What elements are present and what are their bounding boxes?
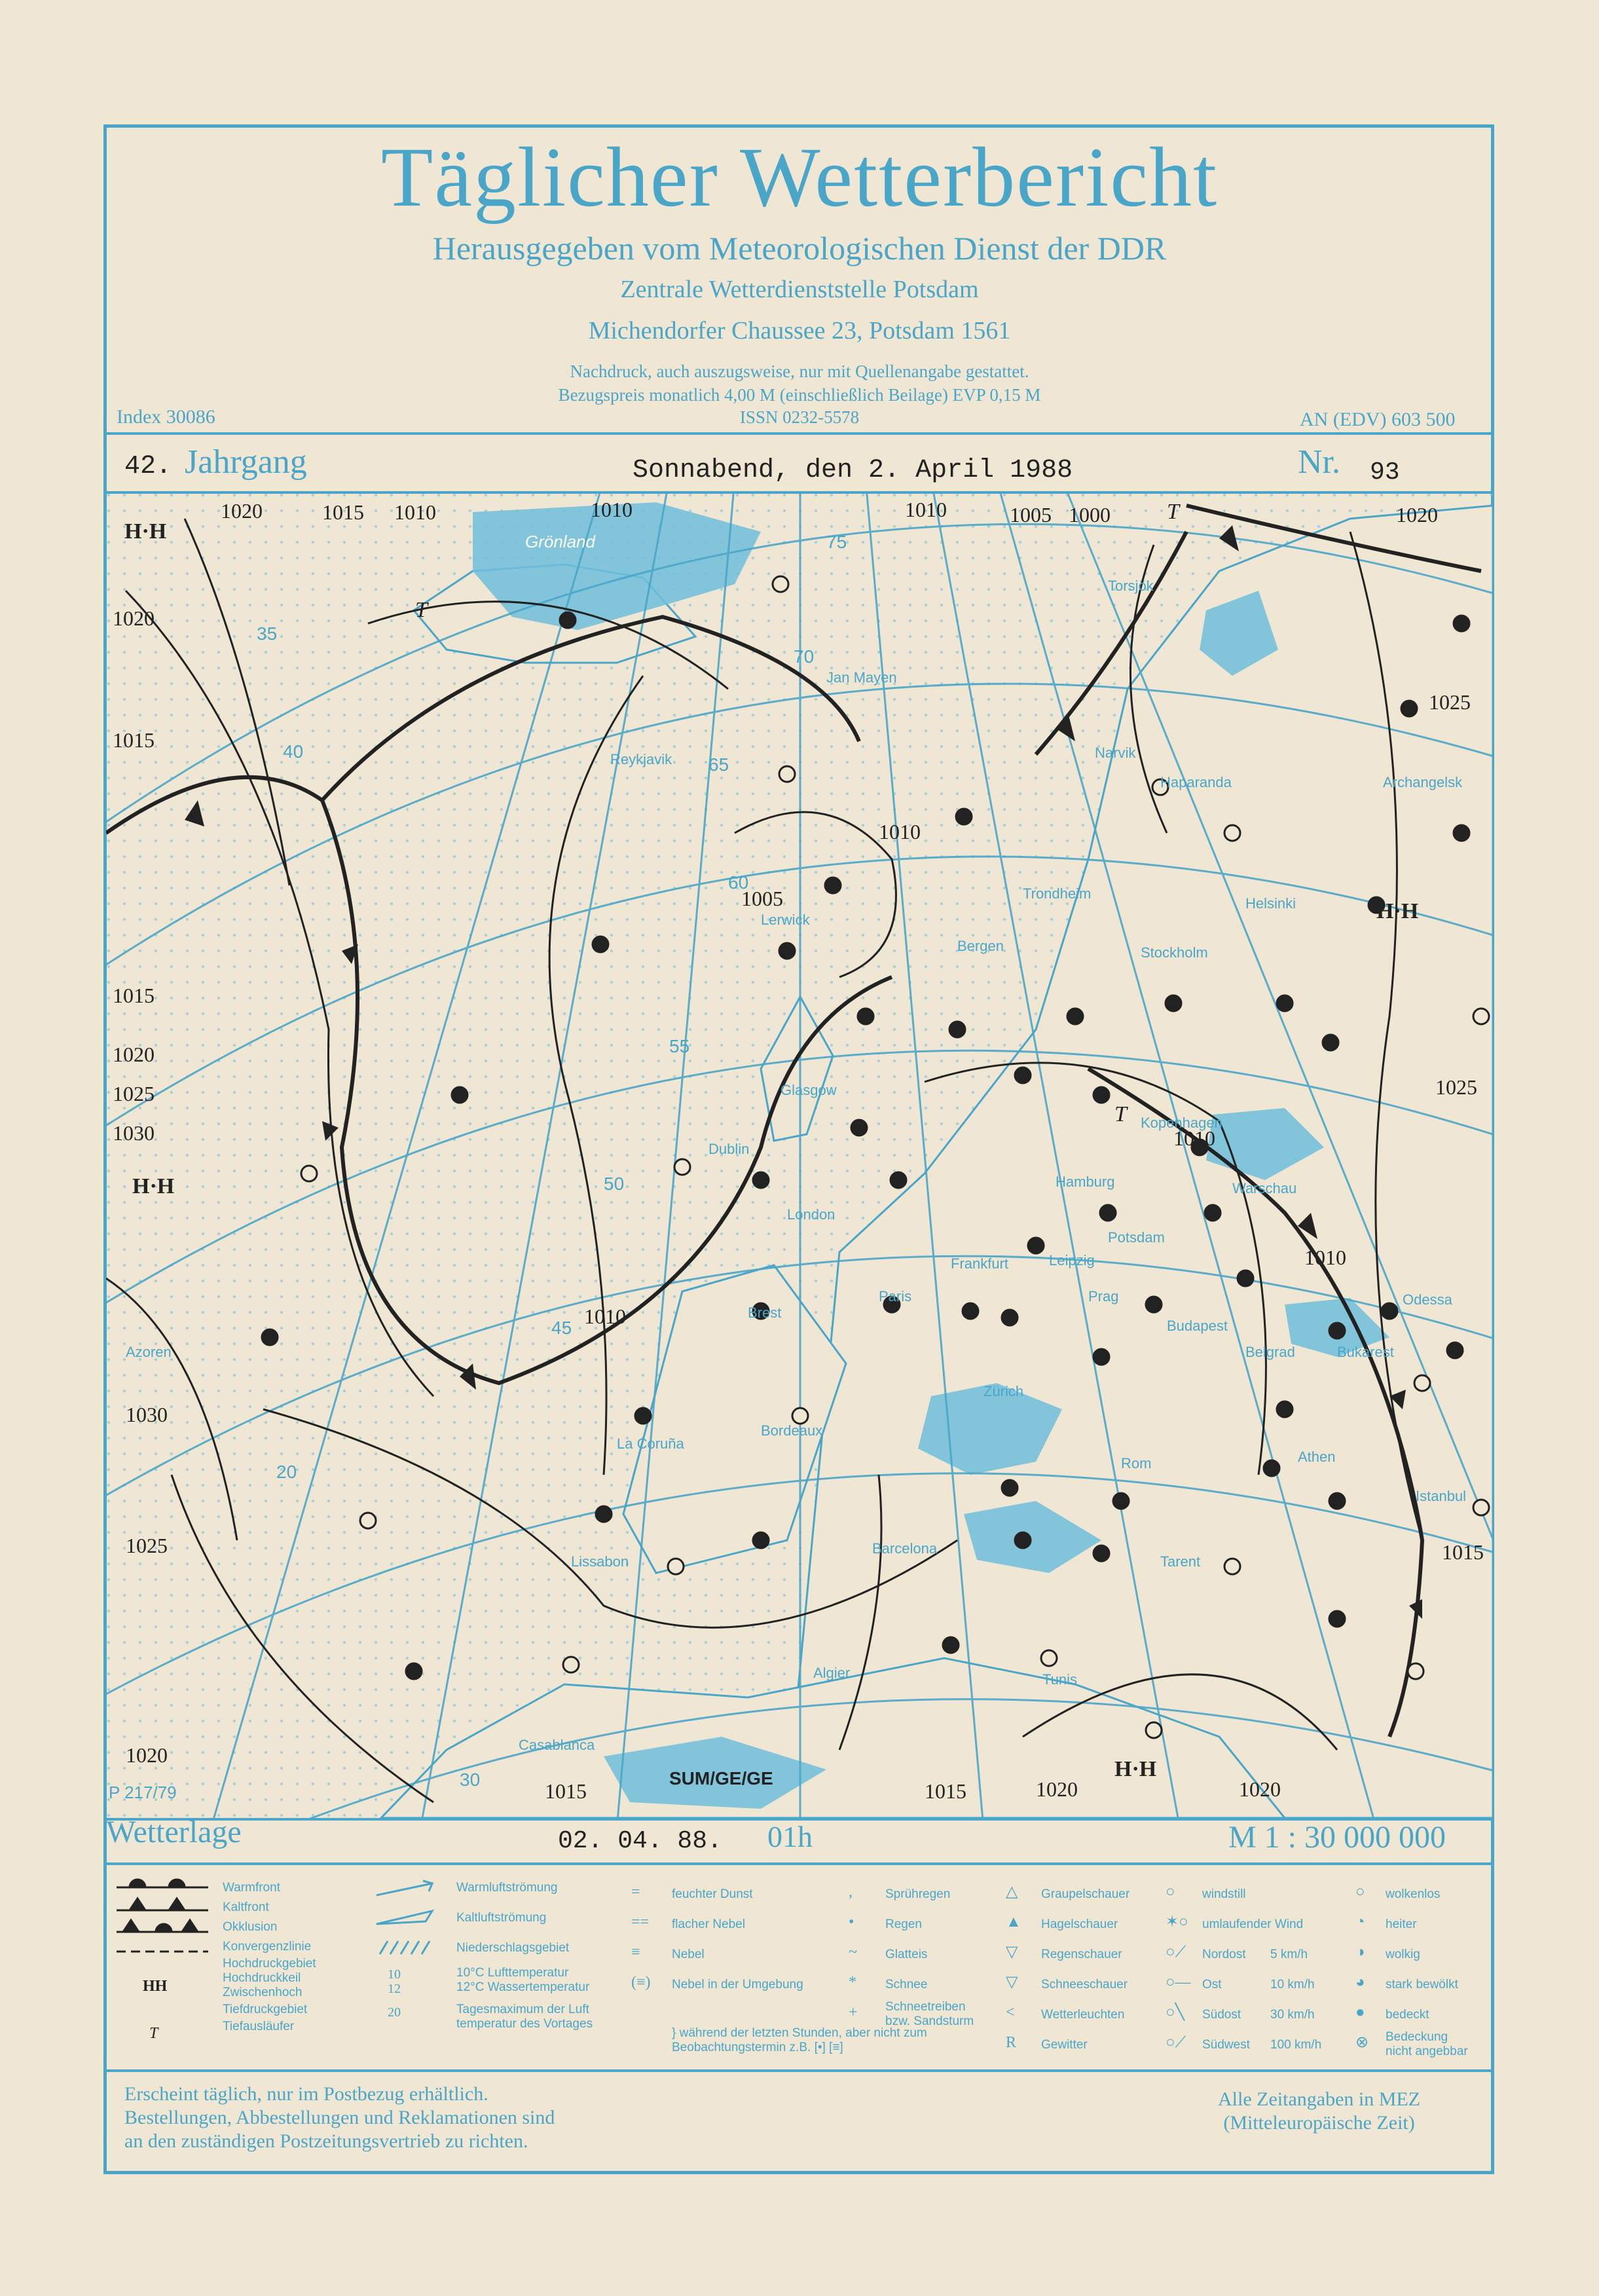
legend-item: Regenschauer [1041, 1948, 1122, 1961]
shower-symbols: △ ▲ ▽ ▽ < R [1006, 1883, 1021, 2051]
isobar-value: 1010 [879, 820, 921, 843]
header-divider [103, 432, 1494, 435]
legend-item: nicht angebbar [1386, 2045, 1468, 2058]
cloud-symbols: ○ ◔ ◑ ◕ ● ⊗ [1355, 1883, 1369, 2051]
legend-item: 5 km/h [1270, 1948, 1308, 1961]
legend-col4 [885, 1879, 974, 2029]
note-line: Erscheint täglich, nur im Postbezug erhältlich. [124, 2083, 488, 2105]
place-label: Prag [1088, 1288, 1119, 1305]
place-label: Zürich [983, 1383, 1024, 1399]
map-scale: M 1 : 30 000 000 [1228, 1820, 1446, 1855]
isobar-value: 1020 [113, 606, 155, 630]
place-label: Barcelona [872, 1540, 938, 1557]
chart-time: 01h [767, 1820, 813, 1853]
legend-item: Schneetreiben [885, 2000, 966, 2014]
legend-note: Beobachtungstermin z.B. [•] [≡] [672, 2041, 843, 2054]
isobar-value: 1015 [322, 500, 364, 524]
note-line: Bestellungen, Abbestellungen und Reklamationen sind [124, 2107, 555, 2128]
place-label: Glasgow [781, 1082, 837, 1098]
legend-item: bzw. Sandsturm [885, 2014, 974, 2028]
legend-item: Tiefausläufer [223, 2020, 295, 2033]
place-label: Hamburg [1056, 1174, 1115, 1190]
place-label: Frankfurt [951, 1255, 1009, 1272]
subscription-note [124, 2083, 555, 2153]
map-labels [106, 492, 1493, 1818]
place-label: Kopenhagen [1141, 1115, 1222, 1131]
place-label: Archangelsk [1383, 774, 1463, 790]
isobar-value: 1010 [905, 498, 947, 521]
place-label: Budapest [1167, 1318, 1228, 1334]
legend-item: Gewitter [1041, 2038, 1088, 2052]
office-line: Zentrale Wetterdienststelle Potsdam [620, 276, 979, 303]
place-label: Tarent [1160, 1553, 1201, 1570]
place-label: Dublin [708, 1141, 750, 1157]
isobar-value: 1030 [113, 1121, 155, 1145]
legend-item: stark bewölkt [1386, 1978, 1458, 1991]
isobar-value: 1025 [1429, 690, 1471, 714]
legend-item: Zwischenhoch [223, 1986, 303, 1999]
legend-item: heiter [1386, 1917, 1417, 1931]
surface-code: SUM/GE/GE [669, 1768, 773, 1788]
legend-item: Bedeckung [1386, 2030, 1448, 2044]
place-label: Lerwick [761, 912, 810, 928]
place-label: Jan Mayen [826, 669, 897, 686]
legend-item: Südost [1202, 2008, 1241, 2022]
nr-label: Nr. [1298, 443, 1340, 481]
note-line: an den zuständigen Postzeitungsvertrieb zu richten. [124, 2130, 528, 2152]
svg-text:T: T [1114, 1102, 1127, 1126]
legend-item: Schnee [885, 1978, 928, 1991]
legend-item: Südwest [1202, 2038, 1250, 2052]
latitude-label: 65 [708, 754, 729, 775]
legend-item: Hochdruckkeil [223, 1971, 301, 1985]
place-label: Casablanca [519, 1737, 595, 1753]
place-label: Narvik [1095, 745, 1136, 761]
legend-number: 10 [388, 1967, 401, 1982]
place-label: Torsjök [1108, 578, 1154, 594]
legend-item: Kaltluftströmung [456, 1911, 547, 1925]
isobar-value: 1025 [126, 1534, 168, 1557]
place-label: Athen [1298, 1449, 1336, 1465]
place-label: Belgrad [1245, 1344, 1295, 1360]
isobar-value: 1015 [113, 984, 155, 1007]
latitude-label: 40 [283, 741, 304, 762]
index-number: Index 30086 [117, 406, 215, 428]
issue-number: 93 [1370, 458, 1400, 487]
place-label: La Coruña [617, 1435, 684, 1452]
legend-item: Graupelschauer [1041, 1887, 1130, 1901]
isobar-value: 1025 [113, 1082, 155, 1105]
isobar-value: 1010 [584, 1305, 626, 1328]
legend-col4-note [672, 2026, 927, 2055]
place-label: Trondheim [1023, 885, 1092, 902]
legend-col3 [672, 1879, 803, 2000]
svg-text:T: T [149, 2025, 158, 2042]
legend-item: wolkig [1386, 1948, 1420, 1961]
svg-text:H·H: H·H [1376, 899, 1419, 923]
legend-item: Regen [885, 1917, 922, 1931]
svg-text:H·H: H·H [132, 1174, 175, 1198]
latitude-label: 70 [794, 646, 815, 667]
svg-text:H·H: H·H [1114, 1757, 1157, 1781]
legend-item: Nebel in der Umgebung [672, 1978, 803, 1991]
precip-symbols: , • ~ * + [849, 1883, 858, 2021]
place-label: Leipzig [1049, 1252, 1095, 1268]
legend-number: 20 [388, 2005, 401, 2020]
latitude-label: 45 [551, 1318, 572, 1338]
svg-text:T: T [1167, 500, 1179, 524]
publisher-line: Herausgegeben vom Meteorologischen Dienst der DDR [432, 230, 1167, 267]
latitude-label: 30 [460, 1769, 481, 1790]
legend-bottom-border [103, 2069, 1494, 2072]
legend-col2 [456, 1878, 593, 2031]
legend-item: flacher Nebel [672, 1917, 745, 1931]
legend-item: bedeckt [1386, 2008, 1429, 2022]
isobar-value: 1010 [1173, 1126, 1215, 1150]
legend-item: Niederschlagsgebiet [456, 1941, 570, 1955]
legend-item: Sprühregen [885, 1887, 951, 1901]
isobar-value: 1010 [394, 500, 436, 524]
legend-item: Okklusion [223, 1920, 278, 1934]
legend-item: Warmfront [223, 1881, 280, 1895]
place-label: Paris [879, 1288, 912, 1305]
legend-item: wolkenlos [1386, 1887, 1441, 1901]
place-label: Potsdam [1108, 1229, 1165, 1246]
legend-item: Hagelschauer [1041, 1917, 1118, 1931]
legend-note: } während der letzten Stunden, aber nicht zum [672, 2026, 927, 2040]
issue-date: Sonnabend, den 2. April 1988 [633, 456, 1073, 485]
legend-wind-speeds [1270, 1940, 1321, 2060]
legend-item: Kaltfront [223, 1900, 269, 1914]
legend-item: 10 km/h [1270, 1978, 1315, 1991]
legend-item: 100 km/h [1270, 2038, 1322, 2052]
chart-date: 02. 04. 88. [558, 1827, 722, 1855]
legend-item: Tagesmaximum der Luft [456, 2003, 589, 2016]
map-top-border [103, 491, 1494, 494]
legend-item: Glatteis [885, 1948, 928, 1961]
year-label: Jahrgang [185, 443, 307, 481]
latitude-label: 55 [669, 1036, 690, 1056]
legend-item: Schneeschauer [1041, 1978, 1128, 1991]
place-label: Haparanda [1160, 774, 1232, 790]
legend-item: feuchter Dunst [672, 1887, 753, 1901]
isobar-value: 1020 [126, 1743, 168, 1767]
legend-item: Warmluftströmung [456, 1881, 558, 1895]
wind-symbols: ○ ✶○ ○⟋ ○— ○╲ ○⟋ [1166, 1883, 1191, 2051]
isobar-value: 1015 [545, 1779, 587, 1803]
latitude-label: 35 [257, 623, 278, 644]
legend-item: Ost [1202, 1978, 1222, 1991]
legend-item: Tiefdruckgebiet [223, 2003, 308, 2016]
legend-top-border [103, 1862, 1494, 1865]
place-label: Istanbul [1416, 1488, 1467, 1504]
isobar-value: 1020 [1239, 1777, 1281, 1801]
isobar-value: 1005 [741, 887, 783, 910]
isobar-value: 1010 [591, 498, 633, 521]
isobar-value: 1020 [1036, 1777, 1078, 1801]
page-title: Täglicher Wetterbericht [380, 130, 1219, 225]
isobar-value: 1015 [1442, 1540, 1484, 1564]
price-note: Bezugspreis monatlich 4,00 M (einschließlich Beilage) EVP 0,15 M [558, 385, 1041, 405]
latitude-label: 75 [826, 532, 847, 552]
place-label: Bukarest [1337, 1344, 1394, 1360]
place-label: Reykjavik [610, 751, 672, 768]
legend-item: 30 km/h [1270, 2008, 1315, 2022]
isobar-value: 1020 [113, 1043, 155, 1066]
timezone-note [1218, 2088, 1420, 2135]
legend-item: 10°C Lufttemperatur [456, 1966, 569, 1980]
isobar-value: 1020 [1396, 503, 1438, 527]
place-label: Bordeaux [761, 1422, 823, 1439]
legend-temp-nums [388, 1967, 401, 2020]
place-label: Warschau [1232, 1180, 1297, 1196]
reprint-note: Nachdruck, auch auszugsweise, nur mit Quellenangabe gestattet. [570, 361, 1029, 381]
place-label: London [787, 1206, 836, 1223]
note-line: (Mitteleuropäische Zeit) [1223, 2112, 1415, 2134]
place-label: Odessa [1403, 1291, 1452, 1308]
legend-item: windstill [1202, 1887, 1246, 1901]
isobar-value: 1025 [1435, 1075, 1477, 1099]
legend-item: Hochdruckgebiet [223, 1957, 316, 1971]
isobar-value: 1010 [1304, 1246, 1346, 1269]
place-label: Lissabon [571, 1553, 629, 1570]
legend-item: temperatur des Vortages [456, 2017, 593, 2031]
legend-col1 [223, 1878, 316, 2034]
place-label: Algier [813, 1665, 851, 1681]
fog-symbols: = == ≡ (≡) [631, 1883, 651, 1991]
note-line: Alle Zeitangaben in MEZ [1218, 2088, 1421, 2110]
svg-text:H·H: H·H [124, 519, 167, 544]
legend-item: Konvergenzlinie [223, 1940, 312, 1953]
legend-item: Wetterleuchten [1041, 2008, 1125, 2022]
flow-symbols [373, 1877, 445, 1962]
address-line: Michendorfer Chaussee 23, Potsdam 1561 [588, 317, 1011, 344]
isobar-value: 1015 [113, 728, 155, 752]
place-label: Helsinki [1245, 895, 1296, 912]
front-symbols [117, 1874, 215, 2051]
place-label: Brest [748, 1305, 782, 1321]
latitude-label: 60 [728, 872, 749, 893]
isobar-value: 1015 [925, 1779, 966, 1803]
an-number: AN (EDV) 603 500 [1300, 409, 1456, 430]
legend-number: 12 [388, 1982, 401, 1996]
place-label: Grönland [525, 532, 595, 551]
year-number: 42. [124, 452, 172, 481]
isobar-value: 1030 [126, 1403, 168, 1426]
isobar-value: 1020 [221, 499, 263, 523]
legend-item: Nordost [1202, 1948, 1246, 1961]
isobar-value: 1005 [1010, 503, 1052, 527]
place-label: Stockholm [1141, 944, 1208, 961]
legend-item: umlaufender Wind [1202, 1917, 1304, 1931]
svg-text:HH: HH [143, 1978, 168, 1995]
latitude-label: 20 [276, 1462, 297, 1482]
legend-item: 12°C Wassertemperatur [456, 1980, 590, 1994]
legend-col7 [1386, 1879, 1468, 2059]
place-label: Azoren [126, 1344, 172, 1360]
place-label: Bergen [957, 938, 1004, 954]
legend-item: Nebel [672, 1948, 705, 1961]
latitude-label: 50 [604, 1174, 625, 1194]
place-label: Rom [1121, 1455, 1152, 1472]
place-label: Tunis [1042, 1671, 1077, 1688]
issn: ISSN 0232-5578 [739, 407, 860, 427]
isobar-value: 1000 [1069, 503, 1111, 527]
legend-col5 [1041, 1879, 1130, 2060]
svg-text:T: T [415, 598, 428, 622]
map-code: P 217/79 [109, 1783, 177, 1802]
wetterlage-label: Wetterlage [106, 1815, 242, 1849]
